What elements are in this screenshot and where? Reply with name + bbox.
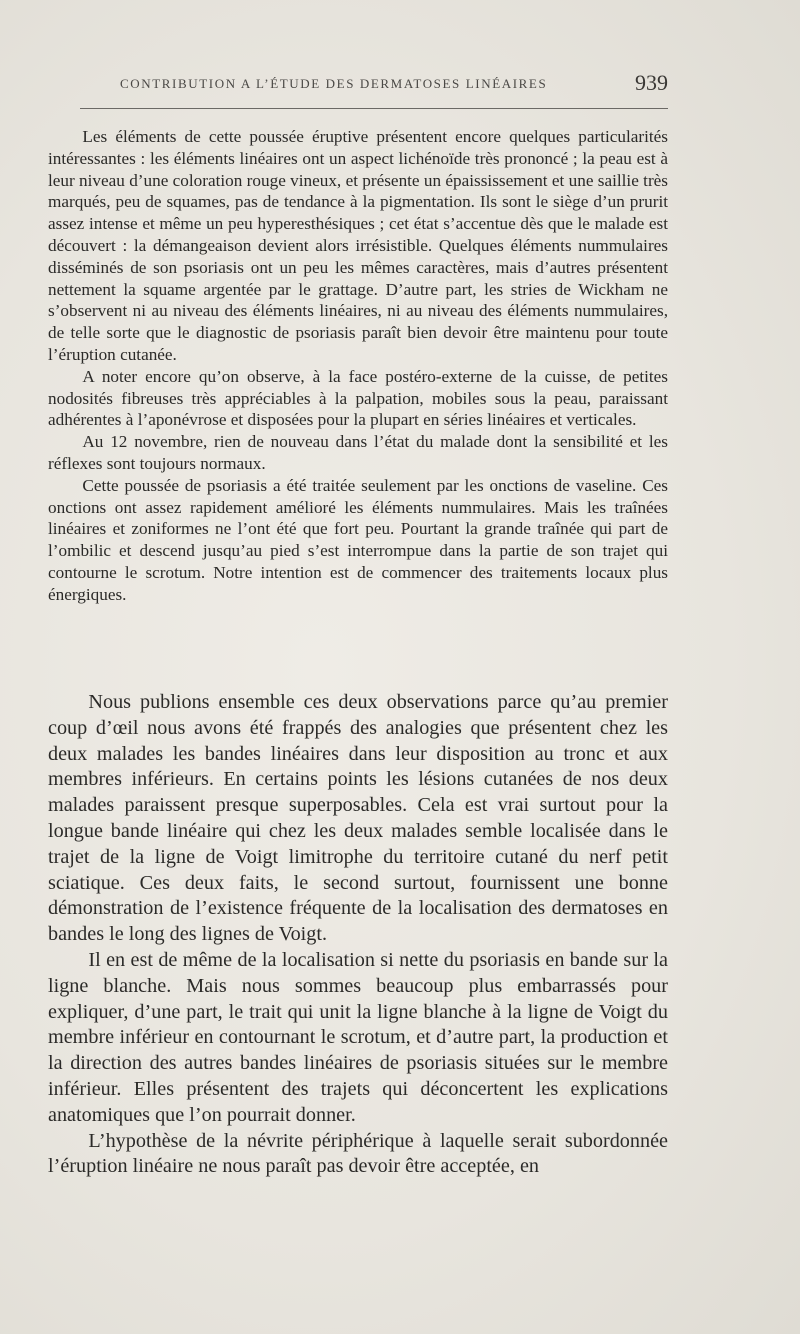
page-number: 939 — [635, 70, 668, 95]
header-rule — [80, 108, 668, 109]
discussion-text — [48, 690, 668, 1180]
running-head — [120, 70, 668, 96]
paragraph: Les éléments de cette poussée éruptive présentent encore quelques particularités intéressantes : les éléments linéaires ont un aspect lichénoïde très prononcé ; la peau est à leur niveau d’une coloration rouge vineux, et présente un épaississement et une saillie très marqués, peu de squames, pas de tendance à la pigmentation. Ils sont le siège d’un prurit assez intense et même un peu hyperesthésiques ; cet état s’accentue dès que le malade est découvert : la démangeaison devient alors irrésistible. Quelques éléments nummulaires disséminés de son psoriasis ont un peu les mêmes caractères, mais d’autres présentent nettement la squame argentée par le grattage. D’autre part, les stries de Wickham ne s’observent ni au niveau des éléments linéaires, ni au niveau des éléments nummulaires, de telle sorte que le diagnostic de psoriasis paraît bien devoir être maintenu pour toute l’éruption cutanée. — [48, 127, 668, 364]
running-title: CONTRIBUTION A L’ÉTUDE DES DERMATOSES LINÉAIRES — [120, 76, 548, 91]
paragraph: Cette poussée de psoriasis a été traitée seulement par les onctions de vaseline. Ces onctions ont assez rapidement amélioré les éléments nummulaires. Mais les traînées linéaires et zoniformes ne l’ont été que fort peu. Pourtant la grande traînée qui part de l’ombilic et descend jusqu’au pied s’est interrompue dans la partie de son trajet qui contourne le scrotum. Notre intention est de commencer des traitements locaux plus énergiques. — [48, 475, 668, 604]
paragraph: L’hypothèse de la névrite périphérique à laquelle serait subordonnée l’éruption linéaire ne nous paraît pas devoir être acceptée, en — [48, 1129, 668, 1178]
observation-notes — [48, 126, 668, 606]
paragraph: Au 12 novembre, rien de nouveau dans l’état du malade dont la sensibilité et les réflexes sont toujours normaux. — [48, 432, 668, 473]
paragraph: Il en est de même de la localisation si nette du psoriasis en bande sur la ligne blanche. Mais nous sommes beaucoup plus embarrassés pour expliquer, d’une part, le trait qui unit la ligne blanche à la ligne de Voigt du membre inférieur en contournant le scrotum, et d’autre part, la production et la direction des autres bandes linéaires de psoriasis situées sur le membre inférieur. Elles présentent des trajets qui déconcertent les explications anatomiques que l’on pourrait donner. — [48, 948, 668, 1126]
paragraph: A noter encore qu’on observe, à la face postéro-externe de la cuisse, de petites nodosités fibreuses très appréciables à la palpation, mobiles sous la peau, paraissant adhérentes à l’aponévrose et disposées pour la plupart en séries linéaires et verticales. — [48, 366, 668, 430]
paragraph: Nous publions ensemble ces deux observations parce qu’au premier coup d’œil nous avons été frappés des analogies que présentent chez les deux malades les bandes linéaires dans leur disposition au tronc et aux membres inférieurs. En certains points les lésions cutanées de nos deux malades paraissent presque superposables. Cela est vrai surtout pour la longue bande linéaire qui chez les deux malades semble localisée dans le trajet de la ligne de Voigt limitrophe du territoire cutané du nerf petit sciatique. Ces deux faits, le second surtout, fournissent une bonne démonstration de l’existence fréquente de la localisation des dermatoses en bandes le long des lignes de Voigt. — [48, 691, 668, 946]
